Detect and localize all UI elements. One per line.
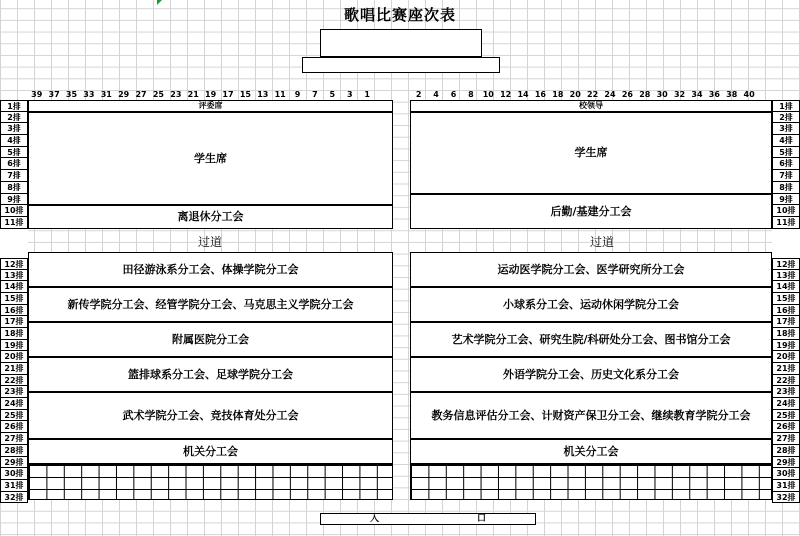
seat-number: 17 — [222, 90, 234, 99]
left-student-seating: 学生席 — [28, 112, 393, 206]
row-label: 5排 — [0, 147, 28, 159]
right-block-logistics: 后勤/基建分工会 — [410, 194, 772, 229]
seat-number: 34 — [691, 90, 703, 99]
seat-number: 18 — [552, 90, 564, 99]
row-label: 13排 — [772, 270, 800, 282]
seat-number: 7 — [312, 90, 318, 99]
row-label: 30排 — [0, 468, 28, 480]
seat-number: 15 — [239, 90, 251, 99]
seat-number: 35 — [65, 90, 78, 99]
seat-number: 40 — [743, 90, 755, 99]
seat-number: 31 — [100, 90, 112, 99]
seat-number: 3 — [346, 90, 353, 99]
right-student-seating: 学生席 — [410, 112, 772, 194]
entrance — [320, 513, 536, 525]
row-label: 29排 — [0, 457, 28, 469]
seat-number: 30 — [656, 90, 668, 99]
left-block-retired: 离退休分工会 — [28, 205, 393, 228]
seat-number: 8 — [468, 90, 474, 99]
row-label: 19排 — [0, 340, 28, 352]
row-label: 22排 — [0, 375, 28, 387]
seat-number: 9 — [294, 90, 301, 99]
row-label: 2排 — [772, 112, 800, 124]
left-block-3: 附属医院分工会 — [28, 322, 393, 357]
left-empty-seat-grid — [28, 464, 393, 500]
row-label: 16排 — [772, 305, 800, 317]
seat-number: 38 — [726, 90, 738, 99]
row-label: 16排 — [0, 305, 28, 317]
row-label: 4排 — [772, 135, 800, 147]
row-label: 15排 — [772, 293, 800, 305]
row-label: 7排 — [0, 170, 28, 182]
row-label: 18排 — [772, 328, 800, 340]
right-block-2: 小球系分工会、运动休闲学院分工会 — [410, 287, 772, 322]
seat-number: 37 — [48, 90, 60, 99]
seat-number: 1 — [364, 90, 370, 99]
row-label: 22排 — [772, 375, 800, 387]
row-label: 17排 — [772, 316, 800, 328]
seat-number: 16 — [534, 90, 546, 99]
seat-number: 23 — [170, 90, 182, 99]
row-label: 14排 — [0, 281, 28, 293]
seat-number: 2 — [415, 90, 422, 99]
left-block-5: 武术学院分工会、竞技体育处分工会 — [28, 392, 393, 439]
row-label: 21排 — [772, 363, 800, 375]
seat-number: 4 — [433, 90, 439, 99]
row-label: 15排 — [0, 293, 28, 305]
row-label: 10排 — [0, 205, 28, 217]
seat-number: 36 — [708, 90, 720, 99]
row-label: 3排 — [772, 123, 800, 135]
entrance-char-1: 入 — [369, 514, 379, 524]
seat-number: 20 — [569, 90, 581, 99]
left-block-1: 田径游泳系分工会、体操学院分工会 — [28, 252, 393, 287]
left-block-6: 机关分工会 — [28, 439, 393, 464]
row-label: 26排 — [0, 421, 28, 433]
row-label: 5排 — [772, 147, 800, 159]
seat-number: 19 — [205, 90, 217, 99]
row-label: 25排 — [0, 410, 28, 422]
right-block-1: 运动医学院分工会、医学研究所分工会 — [410, 252, 772, 287]
right-block-4: 外语学院分工会、历史文化系分工会 — [410, 357, 772, 392]
seat-number: 39 — [31, 90, 43, 99]
right-row-labels — [772, 100, 800, 503]
row-label: 28排 — [0, 445, 28, 457]
stage-lower — [302, 57, 500, 73]
row-label: 20排 — [0, 351, 28, 363]
row-label: 9排 — [772, 194, 800, 206]
left-row-labels — [0, 100, 28, 503]
row-label: 24排 — [772, 398, 800, 410]
seat-number: 26 — [621, 90, 633, 99]
leaders-header: 校领导 — [410, 100, 772, 112]
right-aisle-label: 过道 — [589, 235, 614, 249]
page-title: 歌唱比赛座次表 — [343, 6, 456, 24]
row-label: 27排 — [772, 433, 800, 445]
right-block-6: 机关分工会 — [410, 439, 772, 464]
row-label: 23排 — [772, 386, 800, 398]
row-label: 6排 — [0, 158, 28, 170]
row-label: 8排 — [772, 182, 800, 194]
seat-number: 33 — [83, 90, 95, 99]
left-block-2: 新传学院分工会、经管学院分工会、马克思主义学院分工会 — [28, 287, 393, 322]
left-seat-numbers — [28, 90, 393, 100]
row-label: 23排 — [0, 386, 28, 398]
seat-number: 11 — [274, 90, 286, 99]
seat-number: 32 — [673, 90, 686, 99]
seat-number: 27 — [135, 90, 147, 99]
row-label: 13排 — [0, 270, 28, 282]
left-aisle-label: 过道 — [197, 235, 222, 249]
row-label: 31排 — [0, 480, 28, 492]
row-label: 1排 — [772, 100, 800, 112]
seat-number: 29 — [118, 90, 130, 99]
seat-number: 24 — [604, 90, 616, 99]
row-label: 11排 — [772, 217, 800, 229]
right-seat-numbers — [410, 90, 775, 100]
row-label: 2排 — [0, 112, 28, 124]
row-label: 24排 — [0, 398, 28, 410]
judges-header: 评委席 — [28, 100, 393, 112]
seat-number: 10 — [482, 90, 494, 99]
row-label: 28排 — [772, 445, 800, 457]
row-label: 19排 — [772, 340, 800, 352]
right-empty-seat-grid — [410, 464, 772, 500]
row-label: 7排 — [772, 170, 800, 182]
seat-number: 25 — [152, 90, 164, 99]
row-label: 11排 — [0, 217, 28, 229]
left-block-4: 篮排球系分工会、足球学院分工会 — [28, 357, 393, 392]
seat-number: 14 — [517, 90, 529, 99]
row-label: 21排 — [0, 363, 28, 375]
row-label: 25排 — [772, 410, 800, 422]
row-label: 12排 — [772, 258, 800, 270]
seat-number: 5 — [329, 90, 336, 99]
row-label: 27排 — [0, 433, 28, 445]
seat-number: 12 — [500, 90, 512, 99]
row-label: 17排 — [0, 316, 28, 328]
seat-number: 6 — [450, 90, 457, 99]
seat-number: 22 — [587, 90, 599, 99]
stage-upper — [320, 29, 482, 57]
row-label: 32排 — [772, 492, 800, 504]
row-label: 26排 — [772, 421, 800, 433]
row-label: 1排 — [0, 100, 28, 112]
row-label: 6排 — [772, 158, 800, 170]
row-label: 9排 — [0, 194, 28, 206]
row-label: 12排 — [0, 258, 28, 270]
right-block-5: 教务信息评估分工会、计财资产保卫分工会、继续教育学院分工会 — [410, 392, 772, 439]
row-label: 32排 — [0, 492, 28, 504]
seat-number: 13 — [257, 90, 269, 99]
entrance-char-2: 口 — [476, 514, 486, 524]
row-label: 10排 — [772, 205, 800, 217]
seat-number: 21 — [187, 90, 199, 99]
row-label: 31排 — [772, 480, 800, 492]
row-label: 3排 — [0, 123, 28, 135]
row-label: 18排 — [0, 328, 28, 340]
row-label: 8排 — [0, 182, 28, 194]
row-label: 29排 — [772, 457, 800, 469]
row-label: 4排 — [0, 135, 28, 147]
row-label: 20排 — [772, 351, 800, 363]
row-label: 30排 — [772, 468, 800, 480]
row-label: 14排 — [772, 281, 800, 293]
right-block-3: 艺术学院分工会、研究生院/科研处分工会、图书馆分工会 — [410, 322, 772, 357]
seat-number: 28 — [639, 90, 651, 99]
